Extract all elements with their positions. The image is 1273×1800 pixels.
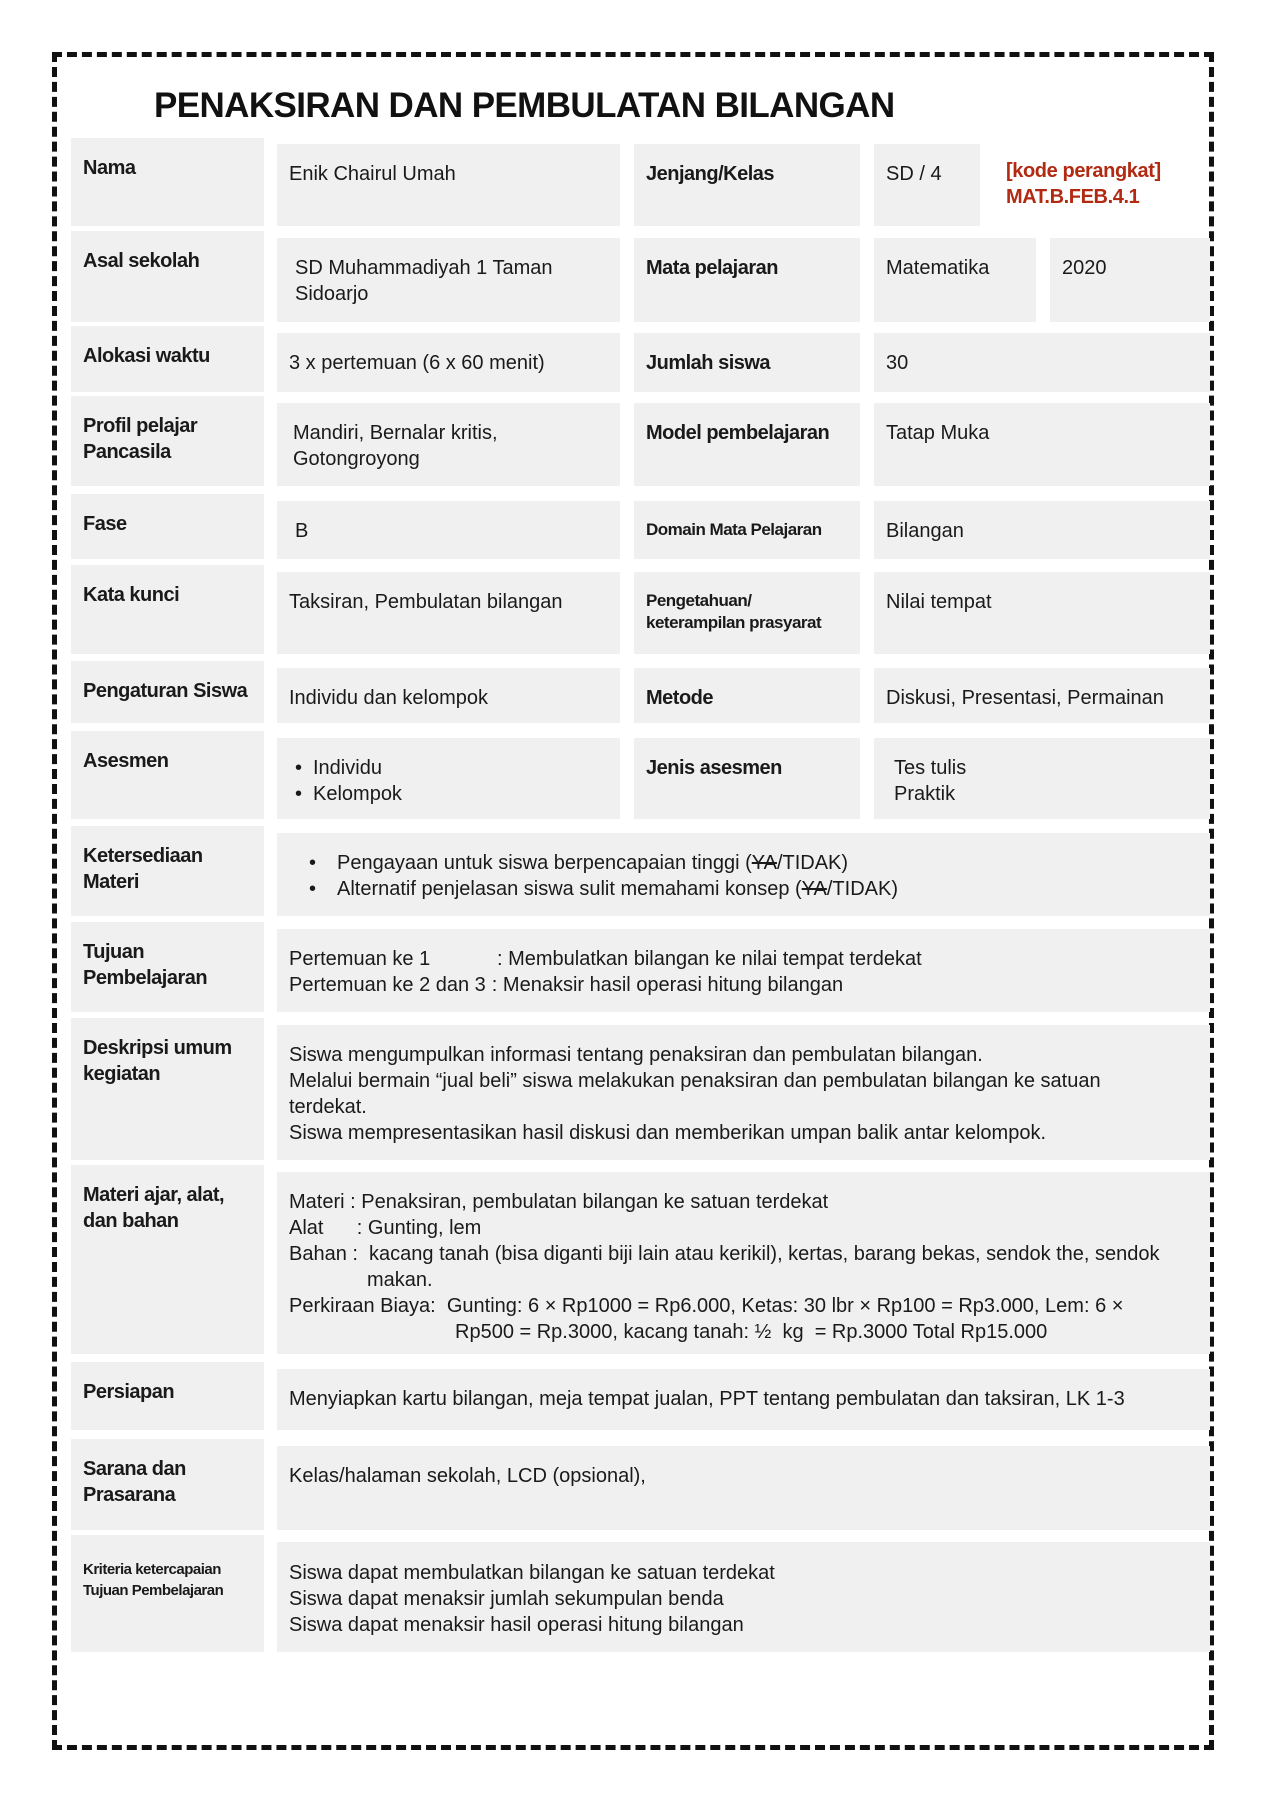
asesmen-item: • Individu (293, 755, 608, 781)
persiapan-value: Menyiapkan kartu bilangan, meja tempat jualan, PPT tentang pembulatan dan taksiran, LK 1-3 (277, 1369, 1210, 1430)
ketersediaan-item-tail: /TIDAK) (826, 878, 898, 900)
alat-line: Alat : Gunting, lem (289, 1217, 482, 1239)
ketersediaan-item-tail: /TIDAK) (776, 852, 849, 874)
sarana-label (71, 1439, 264, 1530)
materi-label-line-2: dan bahan (83, 1210, 179, 1232)
ketersediaan-item-text: Alternatif penjelasan siswa sulit memahami konsep ( (337, 878, 802, 900)
fase-value: B (277, 501, 620, 559)
bahan-line-cont: makan. (367, 1269, 433, 1291)
materi-text (277, 1172, 1210, 1354)
pengaturan-value: Individu dan kelompok (277, 668, 620, 723)
jenis-asesmen-item: Tes tulis (894, 757, 967, 779)
ketersediaan-item (289, 876, 1198, 902)
prasyarat-value: Nilai tempat (874, 572, 1210, 654)
biaya-line: Perkiraan Biaya: Gunting: 6 × Rp1000 = Rp6.000, Ketas: 30 lbr × Rp100 = Rp3.000, Lem: 6 × (289, 1295, 1124, 1317)
deskripsi-label (71, 1018, 264, 1160)
kriteria-list (277, 1542, 1210, 1652)
jenis-asesmen-item: Praktik (894, 783, 956, 805)
mapel-label: Mata pelajaran (634, 238, 860, 322)
kode-perangkat-value: MAT.B.FEB.4.1 (1006, 186, 1140, 208)
domain-value: Bilangan (874, 501, 1210, 559)
pengaturan-label: Pengaturan Siswa (71, 661, 264, 723)
profil-value: Mandiri, Bernalar kritis, Gotongroyong (277, 403, 620, 486)
prasyarat-label-line-2: keterampilan prasyarat (646, 613, 822, 632)
asesmen-list (277, 738, 620, 819)
kriteria-line: Siswa dapat menaksir hasil operasi hitung bilangan (289, 1614, 744, 1636)
fase-label: Fase (71, 494, 264, 559)
ketersediaan-list (277, 833, 1210, 916)
deskripsi-text (277, 1025, 1210, 1160)
asesmen-label: Asesmen (71, 731, 264, 819)
kriteria-label (71, 1535, 264, 1652)
materi-label-line-1: Materi ajar, alat, (83, 1184, 225, 1206)
ketersediaan-item (289, 850, 1198, 876)
deskripsi-label-line-2: kegiatan (83, 1063, 161, 1085)
struck-ya: YA (751, 852, 777, 874)
ketersediaan-label-line-1: Ketersediaan (83, 845, 203, 867)
model-value: Tatap Muka (874, 403, 1210, 486)
alokasi-value: 3 x pertemuan (6 x 60 menit) (277, 333, 620, 392)
tujuan-row-value: : Membulatkan bilangan ke nilai tempat terdekat (497, 948, 922, 970)
kriteria-label-line-1: Kriteria ketercapaian (83, 1561, 221, 1578)
struck-ya: YA (801, 878, 827, 900)
persiapan-label: Persiapan (71, 1362, 264, 1430)
kode-perangkat-label: [kode perangkat] (1006, 160, 1161, 182)
mapel-value: Matematika (874, 238, 1036, 322)
asal-label: Asal sekolah (71, 231, 264, 322)
ketersediaan-label (71, 826, 264, 916)
domain-label: Domain Mata Pelajaran (634, 501, 860, 559)
alokasi-label: Alokasi waktu (71, 326, 264, 392)
kata-kunci-label: Kata kunci (71, 565, 264, 654)
tujuan-label-line-1: Tujuan (83, 941, 145, 963)
nama-value: Enik Chairul Umah (277, 144, 620, 226)
biaya-line-cont: Rp500 = Rp.3000, kacang tanah: ½ kg = Rp.3000 Total Rp15.000 (455, 1321, 1048, 1343)
sarana-value: Kelas/halaman sekolah, LCD (opsional), (277, 1446, 1210, 1530)
profil-label: Profil pelajar Pancasila (71, 396, 264, 486)
year-value: 2020 (1050, 238, 1210, 322)
metode-label: Metode (634, 668, 860, 723)
tujuan-rows (277, 929, 1210, 1012)
jenis-asesmen-list (874, 738, 1210, 819)
kriteria-line: Siswa dapat menaksir jumlah sekumpulan benda (289, 1588, 724, 1610)
nama-label: Nama (71, 138, 264, 226)
tujuan-row (289, 946, 1198, 972)
metode-value: Diskusi, Presentasi, Permainan (874, 668, 1210, 723)
model-label: Model pembelajaran (634, 403, 860, 486)
deskripsi-line: Siswa mempresentasikan hasil diskusi dan memberikan umpan balik antar kelompok. (289, 1122, 1047, 1144)
kode-perangkat (1006, 158, 1161, 210)
materi-line: Materi : Penaksiran, pembulatan bilangan ke satuan terdekat (289, 1191, 829, 1213)
bahan-line: Bahan : kacang tanah (bisa diganti biji lain atau kerikil), kertas, barang bekas, sendok the, sendok (289, 1243, 1160, 1265)
sarana-label-line-2: Prasarana (83, 1484, 176, 1506)
kriteria-label-line-2: Tujuan Pembelajaran (83, 1582, 224, 1599)
asesmen-item: • Kelompok (293, 781, 608, 807)
jenis-asesmen-label: Jenis asesmen (634, 738, 860, 819)
prasyarat-label (634, 572, 860, 654)
prasyarat-label-line-1: Pengetahuan/ (646, 591, 752, 610)
tujuan-row (289, 972, 1198, 998)
ketersediaan-label-line-2: Materi (83, 871, 139, 893)
sarana-label-line-1: Sarana dan (83, 1458, 186, 1480)
jenjang-value: SD / 4 (874, 144, 980, 226)
ketersediaan-item-text: Pengayaan untuk siswa berpencapaian tinggi ( (337, 852, 752, 874)
deskripsi-line: Melalui bermain “jual beli” siswa melakukan penaksiran dan pembulatan bilangan ke satuan terdekat. (289, 1070, 1101, 1118)
tujuan-label-line-2: Pembelajaran (83, 967, 208, 989)
asal-value: SD Muhammadiyah 1 Taman Sidoarjo (277, 238, 620, 322)
page-title: PENAKSIRAN DAN PEMBULATAN BILANGAN (154, 86, 895, 125)
tujuan-row-key: Pertemuan ke 2 dan 3 (289, 974, 486, 996)
jumlah-value: 30 (874, 333, 1210, 392)
deskripsi-line: Siswa mengumpulkan informasi tentang penaksiran dan pembulatan bilangan. (289, 1044, 983, 1066)
tujuan-row-key: Pertemuan ke 1 (289, 948, 431, 970)
tujuan-row-value: : Menaksir hasil operasi hitung bilangan (491, 974, 844, 996)
kriteria-line: Siswa dapat membulatkan bilangan ke satuan terdekat (289, 1562, 775, 1584)
kata-kunci-value: Taksiran, Pembulatan bilangan (277, 572, 620, 654)
materi-label (71, 1165, 264, 1354)
deskripsi-label-line-1: Deskripsi umum (83, 1037, 232, 1059)
jenjang-label: Jenjang/Kelas (634, 144, 860, 226)
jumlah-label: Jumlah siswa (634, 333, 860, 392)
tujuan-label (71, 922, 264, 1012)
